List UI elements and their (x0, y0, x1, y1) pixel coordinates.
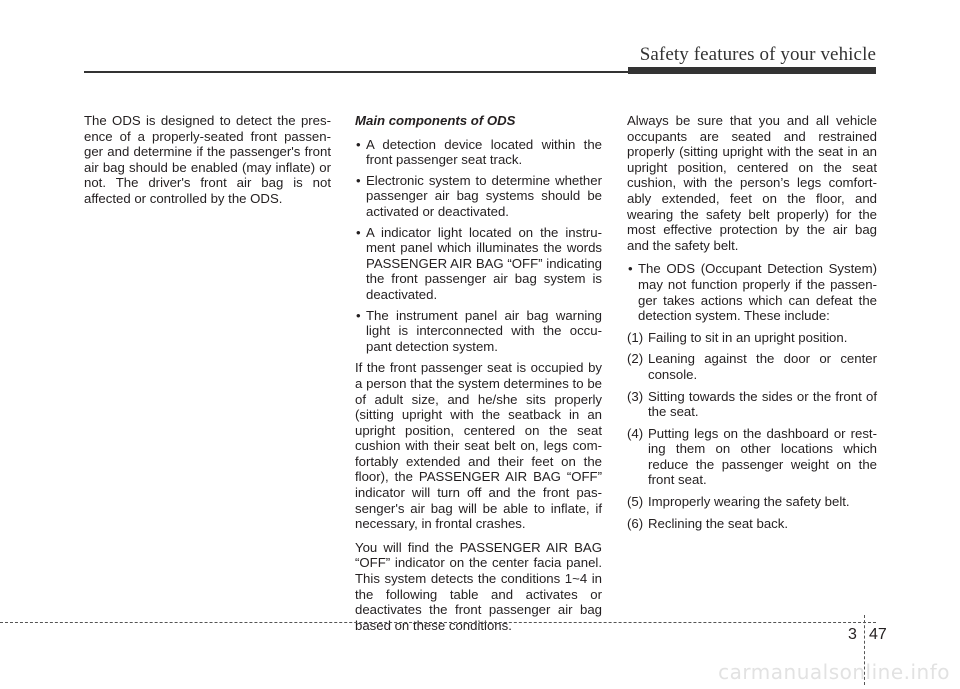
numbered-item (627, 516, 877, 532)
numbered-item (627, 389, 877, 420)
numbered-item (627, 330, 877, 346)
section-title: Safety features of your vehicle (639, 44, 876, 65)
body-paragraph: You will find the PASSENGER AIR BAG “OFF” indicator on the center facia panel. This system detects the conditions 1~4 in the following table and activates or deactivates the front passenger air bag based on these conditions. (355, 539, 602, 633)
item-text: Improperly wearing the safety belt. (648, 494, 850, 510)
footer-rule (0, 622, 876, 623)
list-item: • A indicator light located on the instru-ment panel which illuminates the words PASSENGER AIR BAG “OFF” indicating the front passenger air bag system is deactivated. (355, 225, 602, 303)
list-item: • Electronic system to determine whether passenger air bag systems should be activated or deactivated. (355, 173, 602, 220)
column-middle (355, 113, 602, 641)
intro-paragraph: The ODS is designed to detect the pres-ence of a properly-seated front passen-ger and determine if the passenger's front air bag should be enabled (may inflate) or not. The driver's front air bag is not affected or controlled by the ODS. (84, 113, 331, 206)
item-text: Failing to sit in an upright position. (648, 329, 848, 345)
page-number: 47 (869, 626, 887, 643)
item-number: (5) (627, 494, 644, 510)
chapter-number: 3 (848, 626, 857, 643)
header-rule-accent (628, 67, 876, 74)
item-number: (2) (627, 351, 644, 367)
list-item: • The ODS (Occupant Detection System) may not function properly if the passen-ger takes actions which can defeat the detection system. These include: (627, 261, 877, 323)
item-text: Reclining the seat back. (648, 515, 789, 531)
numbered-item (627, 351, 877, 382)
item-text: Putting legs on the dashboard or rest-ing them on other locations which reduce the passenger weight on the front seat. (648, 425, 877, 488)
body-paragraph: Always be sure that you and all vehicle occupants are seated and restrained properly (sitting upright with the seat in an upright position, centered on the seat cushion, with the person’s legs comfort-ably extended, feet on the floor, and wearing the safety belt properly) for the most effective protection by the air bag and the safety belt. (627, 113, 877, 253)
numbered-item (627, 426, 877, 488)
item-text: Leaning against the door or center console. (648, 351, 877, 382)
item-number: (1) (627, 329, 644, 345)
list-item: • A detection device located within the front passenger seat track. (355, 137, 602, 168)
item-number: (3) (627, 388, 644, 404)
watermark: carmanualsonline.info (718, 660, 950, 684)
list-item: • The instrument panel air bag warning light is interconnected with the occu-pant detection system. (355, 308, 602, 355)
section-heading: Main components of ODS (355, 113, 516, 128)
conditions-list (627, 330, 877, 532)
ods-note-list (627, 261, 877, 323)
item-number: (6) (627, 515, 644, 531)
column-left (84, 113, 331, 215)
body-paragraph: If the front passenger seat is occupied by a person that the system determines to be of adult size, and he/she sits properly (sitting upright with the seatback in an upright position, centered on the seat cushion with their seat belt on, legs com-fortably extended and their feet on the floor), the PASSENGER AIR BAG “OFF” indicator will turn off and the front pas-senger's air bag will be able to inflate, if necessary, in frontal crashes. (355, 360, 602, 532)
item-text: Sitting towards the sides or the front of the seat. (648, 388, 877, 420)
item-number: (4) (627, 425, 644, 441)
components-list (355, 137, 602, 355)
numbered-item (627, 494, 877, 510)
column-right (627, 113, 877, 537)
